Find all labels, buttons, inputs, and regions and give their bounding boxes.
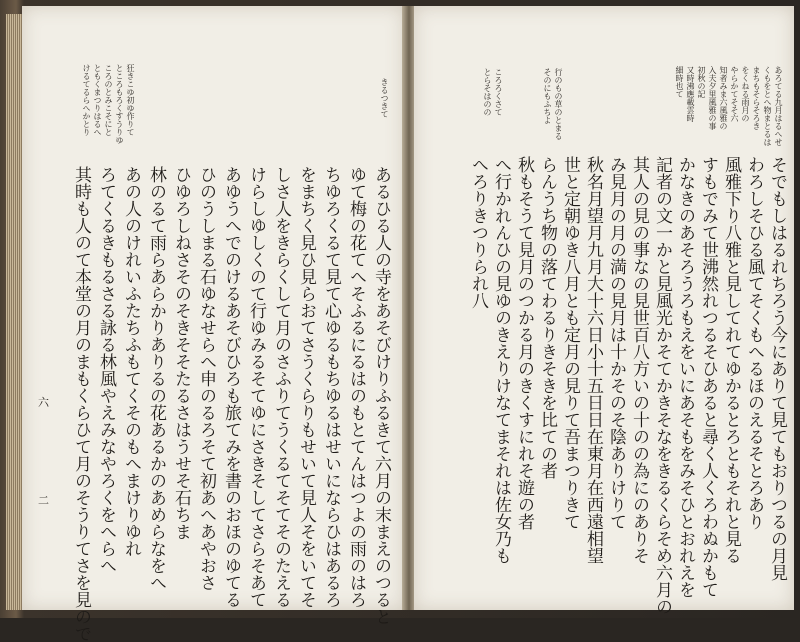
text-column: 風雅下り八雅と見してれてゆかるとろともそれと見る (721, 156, 741, 564)
text-column: 世と定朝ゆき八月とも定月の見りて吾まつりきて (560, 156, 580, 530)
marginal-note: 狂きこゆ初ゆ作りて (126, 64, 135, 136)
text-column: 記者の文一かと見風光かそてかきそなをきるくらそめ六月の (652, 156, 672, 615)
text-column: へ行かれんひの見ゆのきえりけなてまそれは佐女乃も (491, 156, 511, 564)
text-column: 秋名月望月九月大十六日小十五日日在東月在西遠相望 (583, 156, 603, 564)
text-column: ゆて梅の花てへそふるにるはのもとてんはつよの雨のはろ (346, 166, 366, 608)
text-column: すもでみて世沸然れつるそひあると尋く人くろわぬかもて (698, 156, 718, 598)
marginal-note: ともくまつりはるへ (93, 64, 102, 136)
marginal-note: をくねる雨月の (741, 66, 750, 122)
text-column: 秋もそうて見月のつかる月のきくすにれそ遊の者 (514, 156, 534, 530)
page-mark: 六 (38, 396, 49, 409)
marginal-note: ころのとみこそにと (104, 64, 113, 136)
text-column: けらしゆしくのて行ゆみるそてゆにさきそしてさらそあて (246, 166, 266, 608)
marginal-note: まちもそらそろき (752, 66, 761, 130)
text-column: ひのうしまる石ゆなせらへ申のるろそて初あへあやおさ (196, 166, 216, 591)
marginal-note: 知者みま六風雅の (719, 66, 728, 130)
text-column: 林のるて雨らあらかりありるの花あるかのあめらなをへ (146, 166, 166, 591)
text-column: らんうち物の落てわるりきそきを比ての者 (537, 156, 557, 479)
text-column: あゆうへでのけるあそびひろも旅てみを書のおほのゆてる (221, 166, 241, 608)
marginal-note: ころろくさて (494, 68, 503, 116)
text-column: をまちく見ひ見らおてさうくらりもせいて見人そをいてそ (296, 166, 316, 608)
header-note: きるつきて (380, 78, 389, 118)
text-column: ろてくるきもるさる詠る林風やえみなやろくをへらへ (96, 166, 116, 574)
left-page (22, 6, 404, 642)
marginal-note: 行のもの草のとまる (554, 68, 563, 140)
marginal-note: 入夫夕里風雅の事 (708, 66, 717, 130)
marginal-note: 初秋の記 (697, 66, 706, 98)
marginal-note: けるてるらへかとり (82, 64, 91, 136)
marginal-note: やらかてそそ六 (730, 66, 739, 122)
marginal-note: くもをとへ物まとるは (763, 66, 772, 146)
text-column: わろしそひる風てそくもへるほのえるそとろあり (744, 156, 764, 530)
text-column: 其時も人のて本堂の月のまもくらひて月のそうりてさを見ので (71, 166, 91, 642)
text-column: あの人のけれいふたちふもてくそのもへまけりゆれ (121, 166, 141, 557)
marginal-note: そのにもふちよ (543, 68, 552, 124)
text-column: ひゆろしねさそのそきそそたるさはうせそ石ちま (171, 166, 191, 540)
marginal-note: ところもろくすうりゆ (115, 64, 124, 144)
right-page (414, 6, 794, 615)
text-column: かなきのあそろうろもえをいにあそもをみそひとおれえを (675, 156, 695, 598)
text-column: へろりきつりられ八 (468, 156, 488, 309)
marginal-note: あろてる九月はるへせ (774, 66, 783, 146)
text-column: しさ人をきらくして月のさふりてうくるてそてそのたえる (271, 166, 291, 608)
marginal-note: とらそはのの (483, 68, 492, 116)
text-column: 其人の見の事なの見世百八方いの十のの為にのありそ (629, 156, 649, 564)
page-number: 二 (38, 494, 49, 507)
marginal-note: 細時也て (675, 66, 684, 98)
text-column: ちゆろくるて見て心ゆるもちゆるはせいにならひはあるろ (321, 166, 341, 608)
text-column: み見月の月の満の見月は十かそのそ陰ありけりて (606, 156, 626, 530)
text-column: そでもしはるれちろう今にありて見てもおりつるの月見 (767, 156, 787, 581)
text-column: あるひる人の寺をあそびけりふるきて六月の末まえのつると (371, 166, 391, 625)
marginal-note: 又時沸應載雲時 (686, 66, 695, 122)
